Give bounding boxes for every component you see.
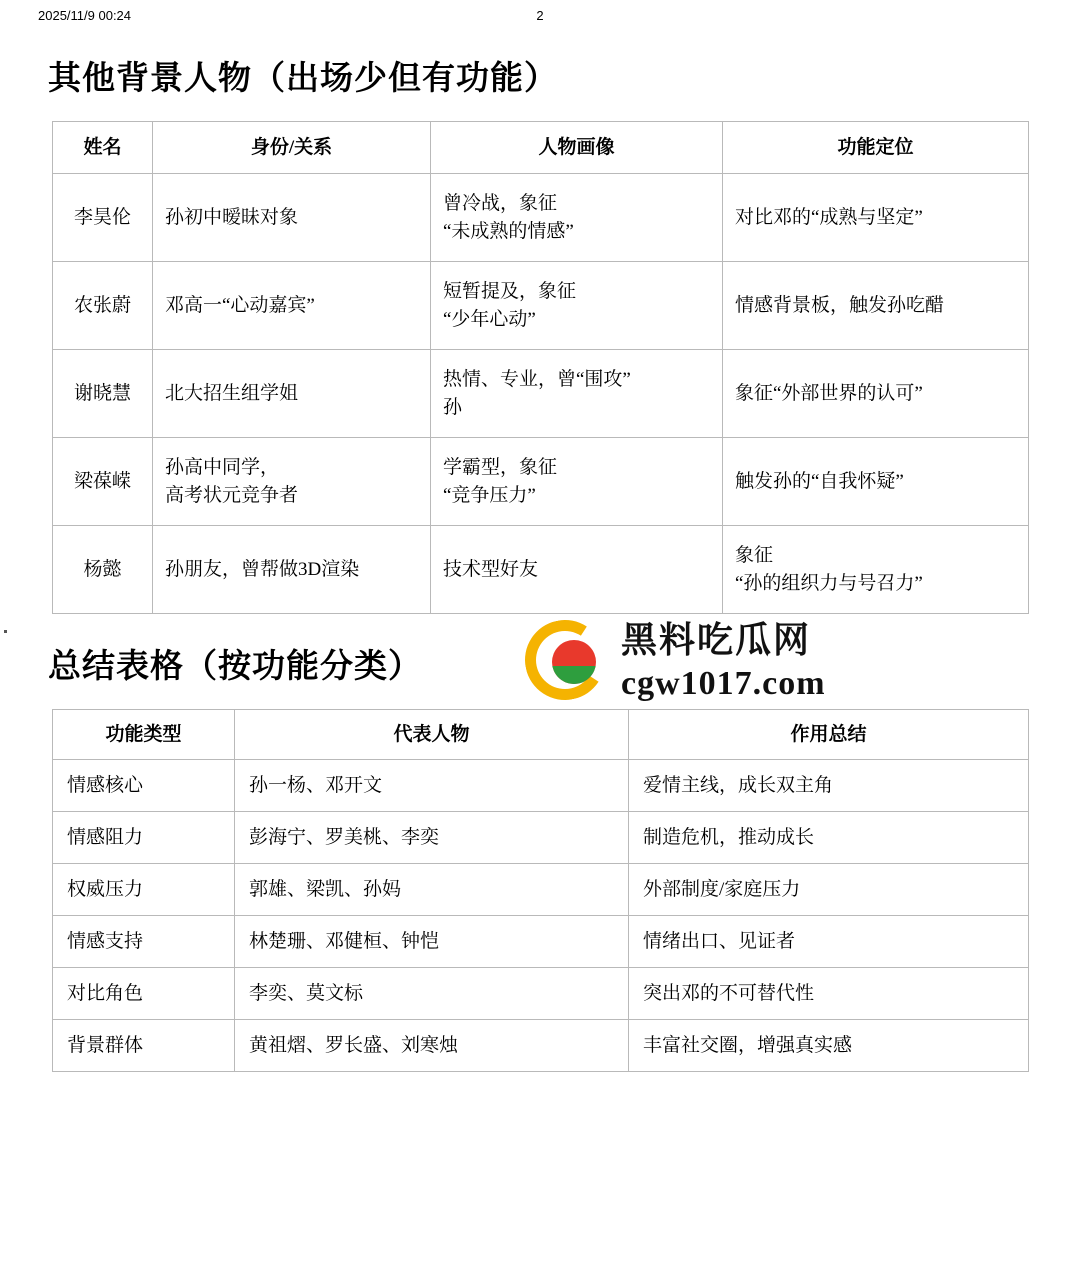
watermark-line2: cgw1017.com <box>621 665 826 702</box>
cell-name: 杨懿 <box>53 526 153 614</box>
cell-function-type: 权威压力 <box>53 864 235 916</box>
cell-relation-line1: 孙高中同学， <box>165 456 280 478</box>
table-row <box>53 526 1029 614</box>
column-header-summary: 作用总结 <box>629 710 1029 760</box>
cell-function-type: 情感核心 <box>53 760 235 812</box>
cell-function-type: 情感支持 <box>53 916 235 968</box>
cell-function: 触发孙的“自我怀疑” <box>723 438 1029 526</box>
cell-relation: 北大招生组学姐 <box>153 350 431 438</box>
cell-relation <box>153 438 431 526</box>
cell-portrait-line1: 学霸型，象征 <box>443 456 558 478</box>
cell-name: 农张蔚 <box>53 262 153 350</box>
table-row <box>53 760 1029 812</box>
cell-name: 李昊伦 <box>53 174 153 262</box>
cell-function: 象征“外部世界的认可” <box>723 350 1029 438</box>
cell-name: 谢晓慧 <box>53 350 153 438</box>
column-header-name: 姓名 <box>53 122 153 174</box>
cell-summary: 制造危机，推动成长 <box>629 812 1029 864</box>
cell-representative: 郭雄、梁凯、孙妈 <box>235 864 629 916</box>
cell-relation: 邓高一“心动嘉宾” <box>153 262 431 350</box>
table-row <box>53 174 1029 262</box>
column-header-function-type: 功能类型 <box>53 710 235 760</box>
table-header-row <box>53 710 1029 760</box>
page-header <box>0 0 1080 34</box>
cell-summary: 情绪出口、见证者 <box>629 916 1029 968</box>
table-header-row <box>53 122 1029 174</box>
table-row <box>53 438 1029 526</box>
cell-portrait: 技术型好友 <box>431 526 723 614</box>
cell-relation: 孙初中暧昧对象 <box>153 174 431 262</box>
cell-function: 对比邓的“成熟与坚定” <box>723 174 1029 262</box>
section-two-title: 总结表格（按功能分类） <box>48 649 422 685</box>
section-one-title: 其他背景人物（出场少但有功能） <box>48 61 558 97</box>
cell-portrait-line1: 曾冷战，象征 <box>443 192 558 214</box>
cell-summary: 丰富社交圈，增强真实感 <box>629 1020 1029 1072</box>
table-row <box>53 262 1029 350</box>
cell-portrait <box>431 262 723 350</box>
cell-function-type: 背景群体 <box>53 1020 235 1072</box>
cell-representative: 彭海宁、罗美桃、李奕 <box>235 812 629 864</box>
column-header-portrait: 人物画像 <box>431 122 723 174</box>
cell-portrait-line1: 短暂提及，象征 <box>443 280 577 302</box>
cell-function: 情感背景板，触发孙吃醋 <box>723 262 1029 350</box>
cell-relation-line2: 高考状元竞争者 <box>165 484 299 506</box>
background-characters-table <box>52 121 1029 614</box>
cell-portrait-line2: “未成熟的情感” <box>443 220 574 242</box>
cell-representative: 孙一杨、邓开文 <box>235 760 629 812</box>
table-row <box>53 812 1029 864</box>
cell-portrait-line2: 孙 <box>443 396 463 418</box>
cell-summary: 外部制度/家庭压力 <box>629 864 1029 916</box>
cell-representative: 李奕、莫文标 <box>235 968 629 1020</box>
cell-portrait <box>431 438 723 526</box>
header-timestamp: 2025/11/9 00:24 <box>38 8 132 23</box>
cell-portrait-line2: “少年心动” <box>443 308 536 330</box>
cell-function-type: 情感阻力 <box>53 812 235 864</box>
watermark-line1: 黑料吃瓜网 <box>621 620 812 660</box>
column-header-representative: 代表人物 <box>235 710 629 760</box>
section-two-table-wrapper <box>52 709 1080 1072</box>
header-page-number: 2 <box>536 8 544 23</box>
column-header-relation: 身份/关系 <box>153 122 431 174</box>
cell-portrait <box>431 350 723 438</box>
cell-function <box>723 526 1029 614</box>
table-row <box>53 1020 1029 1072</box>
table-row <box>53 968 1029 1020</box>
cell-relation: 孙朋友，曾帮做3D渲染 <box>153 526 431 614</box>
cell-portrait-line2: “竞争压力” <box>443 484 536 506</box>
cell-function-line2: “孙的组织力与号召力” <box>735 572 923 594</box>
cell-function-line1: 象征 <box>735 544 774 566</box>
cell-representative: 黄祖熠、罗长盛、刘寒烛 <box>235 1020 629 1072</box>
cell-summary: 爱情主线，成长双主角 <box>629 760 1029 812</box>
table-row <box>53 350 1029 438</box>
column-header-function: 功能定位 <box>723 122 1029 174</box>
section-one-table-wrapper <box>52 121 1080 614</box>
cell-portrait-line1: 热情、专业，曾“围攻” <box>443 368 631 390</box>
table-row <box>53 864 1029 916</box>
cell-portrait <box>431 174 723 262</box>
cell-function-type: 对比角色 <box>53 968 235 1020</box>
cell-summary: 突出邓的不可替代性 <box>629 968 1029 1020</box>
cell-representative: 林楚珊、邓健桓、钟恺 <box>235 916 629 968</box>
page-margin-dot <box>4 630 7 633</box>
cell-name: 梁葆嵘 <box>53 438 153 526</box>
summary-table <box>52 709 1029 1072</box>
table-row <box>53 916 1029 968</box>
